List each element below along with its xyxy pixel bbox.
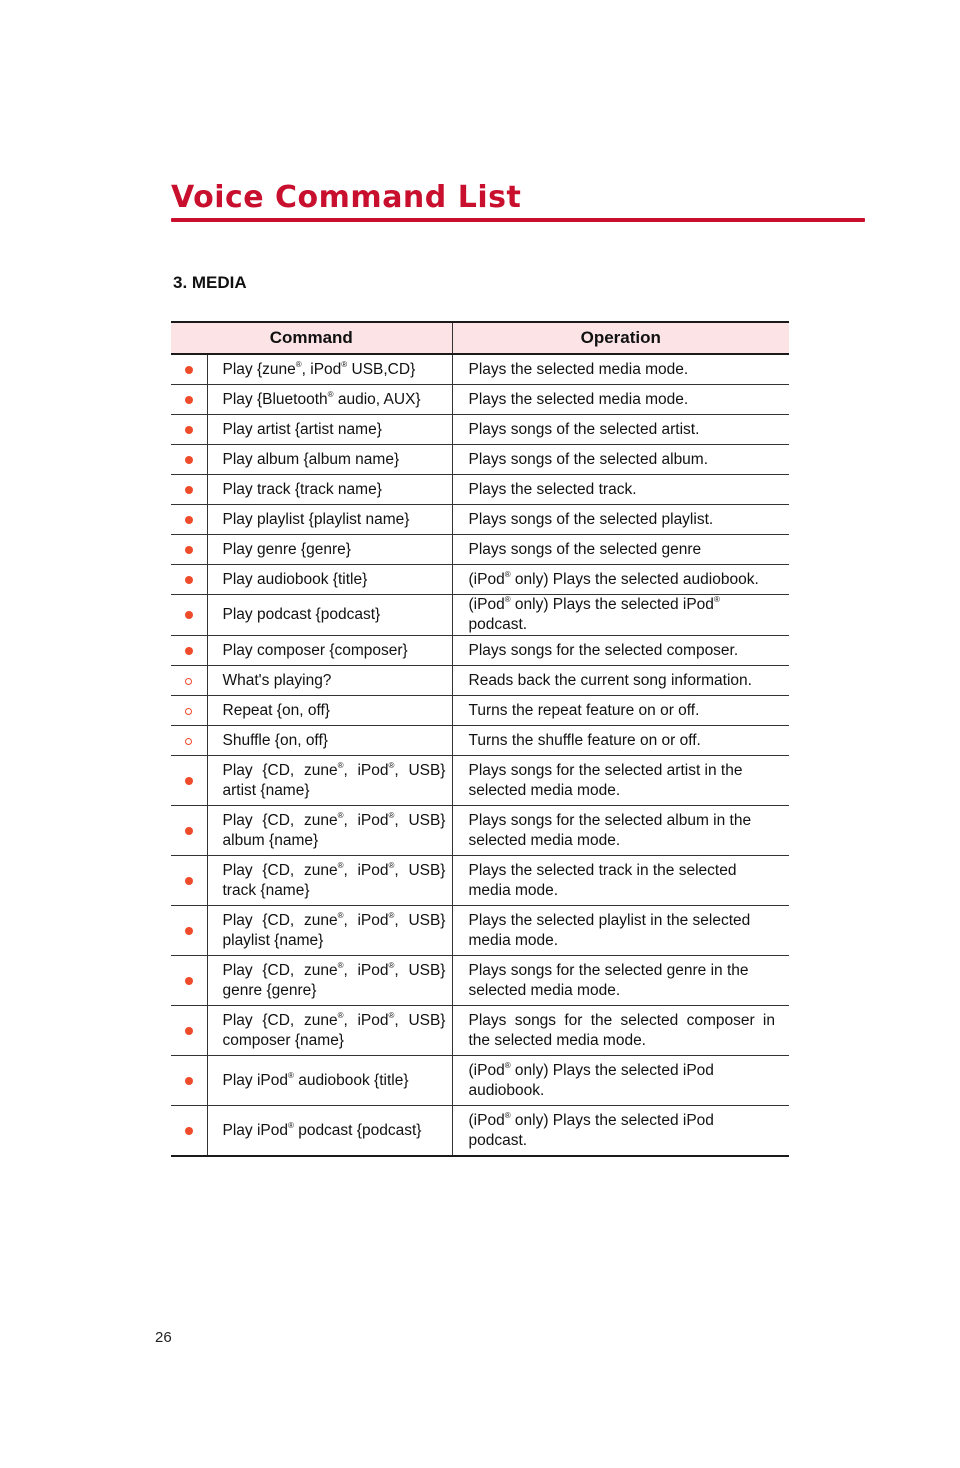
table-row: [171, 415, 789, 445]
hollow-circle-icon: [185, 678, 192, 685]
operation-cell-text: Plays songs for the selected artist in the selected media mode.: [468, 761, 743, 799]
filled-circle-icon: [185, 576, 193, 584]
operation-cell-text: Turns the shuffle feature on or off.: [468, 731, 701, 749]
command-cell-text: Play album {album name}: [222, 450, 400, 468]
operation-cell: [452, 354, 789, 385]
support-mark-cell: [171, 505, 207, 535]
operation-cell: [452, 535, 789, 565]
command-cell: [207, 956, 452, 1006]
command-cell: [207, 666, 452, 696]
filled-circle-icon: [185, 426, 193, 434]
table-row: [171, 696, 789, 726]
command-cell-text: Play {CD, zune: [222, 861, 338, 879]
command-cell-text: , iPod: [343, 911, 389, 929]
command-cell-text: Play {zune: [222, 360, 296, 378]
registered-mark: ®: [504, 595, 511, 604]
command-cell-text: , USB} genre {genre}: [222, 961, 446, 999]
filled-circle-icon: [185, 1027, 193, 1035]
command-cell-text: Play {Bluetooth: [222, 390, 328, 408]
registered-mark: ®: [388, 810, 395, 820]
filled-circle-icon: [185, 546, 193, 554]
table-row: [171, 385, 789, 415]
table-row: [171, 475, 789, 505]
command-cell: [207, 1056, 452, 1106]
table-row: [171, 806, 789, 856]
operation-cell: [452, 636, 789, 666]
registered-mark: ®: [713, 595, 720, 604]
table-body: [171, 354, 789, 1156]
operation-cell: [452, 666, 789, 696]
title-rule: [171, 218, 865, 222]
command-cell-text: , iPod: [343, 811, 389, 829]
operation-cell: [452, 856, 789, 906]
command-cell-text: Repeat {on, off}: [222, 701, 330, 719]
operation-cell-text: Plays songs for the selected genre in the selected media mode.: [468, 961, 749, 999]
support-mark-cell: [171, 445, 207, 475]
support-mark-cell: [171, 906, 207, 956]
command-cell-text: , iPod: [301, 360, 342, 378]
table-header-row: [171, 322, 789, 354]
command-cell: [207, 385, 452, 415]
operation-cell-text: Plays songs for the selected album in the selected media mode.: [468, 811, 752, 849]
command-cell-text: Play {CD, zune: [222, 811, 338, 829]
command-cell: [207, 906, 452, 956]
operation-cell: [452, 1106, 789, 1157]
command-cell-text: Play iPod: [222, 1121, 288, 1139]
command-cell-text: audio, AUX}: [333, 390, 421, 408]
registered-mark: ®: [388, 960, 395, 970]
table-row: [171, 565, 789, 595]
command-cell-text: Play {CD, zune: [222, 911, 338, 929]
command-cell: [207, 856, 452, 906]
registered-mark: ®: [295, 359, 302, 369]
filled-circle-icon: [185, 611, 193, 619]
registered-mark: ®: [337, 760, 344, 770]
operation-cell: [452, 696, 789, 726]
registered-mark: ®: [504, 1060, 511, 1070]
support-mark-cell: [171, 595, 207, 636]
command-cell: [207, 415, 452, 445]
command-cell-text: , USB} album {name}: [222, 811, 446, 849]
support-mark-cell: [171, 1056, 207, 1106]
support-mark-cell: [171, 756, 207, 806]
command-cell-text: Play composer {composer}: [222, 641, 408, 659]
header-operation: Operation: [452, 322, 789, 354]
page-number: 26: [155, 1329, 172, 1346]
command-cell-text: , USB} playlist {name}: [222, 911, 446, 949]
operation-cell: [452, 415, 789, 445]
table-row: [171, 956, 789, 1006]
command-cell-text: Play artist {artist name}: [222, 420, 382, 438]
operation-cell: [452, 806, 789, 856]
registered-mark: ®: [388, 1010, 395, 1020]
command-cell-text: , USB} composer {name}: [222, 1011, 446, 1049]
operation-cell-text: only) Plays the selected audiobook.: [510, 570, 759, 588]
table-row: [171, 666, 789, 696]
operation-cell: [452, 595, 789, 636]
registered-mark: ®: [337, 810, 344, 820]
operation-cell: [452, 1056, 789, 1106]
support-mark-cell: [171, 535, 207, 565]
registered-mark: ®: [337, 960, 344, 970]
table-row: [171, 636, 789, 666]
command-cell: [207, 445, 452, 475]
registered-mark: ®: [388, 760, 395, 770]
command-cell-text: Play {CD, zune: [222, 961, 338, 979]
filled-circle-icon: [185, 366, 193, 374]
operation-cell-text: only) Plays the selected iPod podcast.: [468, 1111, 714, 1149]
operation-cell-text: (iPod: [468, 1111, 505, 1129]
operation-cell-text: (iPod: [468, 596, 505, 613]
command-cell: [207, 726, 452, 756]
operation-cell-text: Plays songs of the selected playlist.: [468, 510, 714, 528]
registered-mark: ®: [337, 860, 344, 870]
filled-circle-icon: [185, 877, 193, 885]
table-row: [171, 1106, 789, 1157]
filled-circle-icon: [185, 1077, 193, 1085]
command-cell-text: What's playing?: [222, 671, 332, 689]
table-row: [171, 535, 789, 565]
filled-circle-icon: [185, 396, 193, 404]
support-mark-cell: [171, 726, 207, 756]
table-row: [171, 505, 789, 535]
operation-cell: [452, 906, 789, 956]
command-cell: [207, 595, 452, 636]
filled-circle-icon: [185, 647, 193, 655]
operation-cell: [452, 756, 789, 806]
operation-cell: [452, 385, 789, 415]
operation-cell-text: Plays the selected playlist in the selected media mode.: [468, 911, 751, 949]
support-mark-cell: [171, 636, 207, 666]
operation-cell: [452, 726, 789, 756]
filled-circle-icon: [185, 456, 193, 464]
registered-mark: ®: [327, 389, 334, 399]
table-row: [171, 756, 789, 806]
registered-mark: ®: [504, 1110, 511, 1120]
filled-circle-icon: [185, 777, 193, 785]
command-cell: [207, 535, 452, 565]
command-cell: [207, 505, 452, 535]
support-mark-cell: [171, 475, 207, 505]
command-cell-text: , iPod: [343, 861, 389, 879]
operation-cell-text: only) Plays the selected iPod: [510, 596, 714, 613]
registered-mark: ®: [504, 569, 511, 579]
support-mark-cell: [171, 1106, 207, 1157]
operation-cell-text: Reads back the current song information.: [468, 671, 752, 689]
command-cell-text: , iPod: [343, 961, 389, 979]
command-cell: [207, 636, 452, 666]
support-mark-cell: [171, 415, 207, 445]
operation-cell-text: Plays the selected track.: [468, 480, 637, 498]
table-row: [171, 906, 789, 956]
command-cell-text: , USB} track {name}: [222, 861, 446, 899]
table-row: [171, 1056, 789, 1106]
table-row: [171, 856, 789, 906]
registered-mark: ®: [287, 1120, 294, 1130]
operation-cell: [452, 445, 789, 475]
operation-cell-text: Plays the selected track in the selected media mode.: [468, 861, 737, 899]
command-cell-text: Play track {track name}: [222, 480, 382, 498]
operation-cell-text: Turns the repeat feature on or off.: [468, 701, 700, 719]
voice-command-table: [171, 321, 789, 1157]
command-cell-text: , iPod: [343, 761, 389, 779]
command-cell-text: Play {CD, zune: [222, 761, 338, 779]
operation-cell-text: Plays songs for the selected composer.: [468, 641, 739, 659]
command-cell: [207, 565, 452, 595]
filled-circle-icon: [185, 977, 193, 985]
filled-circle-icon: [185, 1127, 193, 1135]
operation-cell-text: Plays songs of the selected album.: [468, 450, 709, 468]
command-cell-text: audiobook {title}: [293, 1071, 409, 1089]
page-title: Voice Command List: [171, 180, 522, 215]
command-cell: [207, 806, 452, 856]
hollow-circle-icon: [185, 708, 192, 715]
operation-cell-text: Plays songs of the selected genre: [468, 540, 702, 558]
operation-cell-text: Plays songs of the selected artist.: [468, 420, 700, 438]
filled-circle-icon: [185, 516, 193, 524]
table-row: [171, 726, 789, 756]
registered-mark: ®: [337, 1010, 344, 1020]
support-mark-cell: [171, 856, 207, 906]
table-row: [171, 354, 789, 385]
operation-cell-text: Plays the selected media mode.: [468, 360, 689, 378]
filled-circle-icon: [185, 486, 193, 494]
operation-cell-text: Plays songs for the selected composer in the selected media mode.: [468, 1011, 775, 1049]
command-cell-text: podcast {podcast}: [293, 1121, 422, 1139]
command-cell-text: , USB} artist {name}: [222, 761, 446, 799]
command-cell: [207, 475, 452, 505]
operation-cell: [452, 956, 789, 1006]
table-row: [171, 1006, 789, 1056]
support-mark-cell: [171, 806, 207, 856]
command-cell-text: Play iPod: [222, 1071, 288, 1089]
filled-circle-icon: [185, 927, 193, 935]
support-mark-cell: [171, 354, 207, 385]
filled-circle-icon: [185, 827, 193, 835]
table-row: [171, 445, 789, 475]
operation-cell-text: (iPod: [468, 570, 505, 588]
command-cell: [207, 354, 452, 385]
registered-mark: ®: [287, 1070, 294, 1080]
operation-cell-text: only) Plays the selected iPod audiobook.: [468, 1061, 714, 1099]
section-heading: 3. MEDIA: [173, 273, 247, 292]
command-cell: [207, 696, 452, 726]
operation-cell-text: podcast.: [468, 616, 528, 633]
command-cell: [207, 1106, 452, 1157]
registered-mark: ®: [388, 860, 395, 870]
command-cell-text: Play playlist {playlist name}: [222, 510, 410, 528]
command-cell-text: Play genre {genre}: [222, 540, 351, 558]
support-mark-cell: [171, 385, 207, 415]
hollow-circle-icon: [185, 738, 192, 745]
operation-cell: [452, 505, 789, 535]
operation-cell: [452, 565, 789, 595]
command-cell-text: USB,CD}: [347, 360, 416, 378]
table-row: [171, 595, 789, 636]
support-mark-cell: [171, 1006, 207, 1056]
operation-cell: [452, 475, 789, 505]
support-mark-cell: [171, 666, 207, 696]
operation-cell-text: Plays the selected media mode.: [468, 390, 689, 408]
registered-mark: ®: [337, 910, 344, 920]
operation-cell-text: (iPod: [468, 1061, 505, 1079]
command-cell-text: Shuffle {on, off}: [222, 731, 328, 749]
operation-cell: [452, 1006, 789, 1056]
command-cell-text: Play podcast {podcast}: [222, 606, 381, 623]
registered-mark: ®: [341, 359, 348, 369]
command-cell-text: , iPod: [343, 1011, 389, 1029]
support-mark-cell: [171, 565, 207, 595]
command-cell: [207, 756, 452, 806]
registered-mark: ®: [388, 910, 395, 920]
command-cell-text: Play {CD, zune: [222, 1011, 338, 1029]
header-command: Command: [171, 322, 452, 354]
command-cell-text: Play audiobook {title}: [222, 570, 368, 588]
support-mark-cell: [171, 956, 207, 1006]
command-cell: [207, 1006, 452, 1056]
support-mark-cell: [171, 696, 207, 726]
